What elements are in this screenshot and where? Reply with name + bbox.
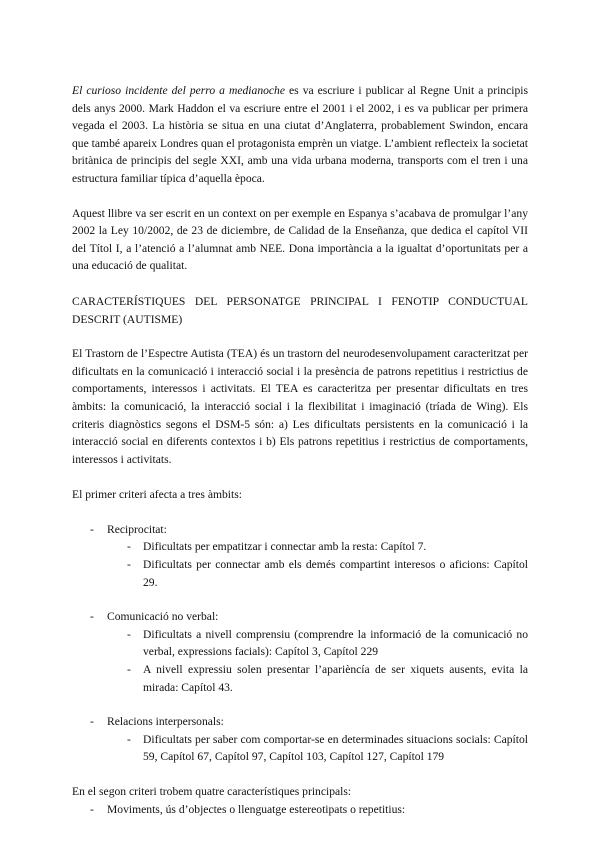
list-dash: - [90,715,94,729]
document-body [72,82,528,818]
list-dash: - [127,540,131,554]
group-label: Reciprocitat: [107,522,167,536]
list-dash: - [90,522,94,536]
list-item [72,801,528,819]
group-label: Relacions interpersonals: [107,715,224,729]
criterion-group-relations [72,713,528,731]
intro-paragraph-1-text: es va escriure i publicar al Regne Unit a principis dels anys 2000. Mark Haddon el va escriure entre el 2001 i el 2002, i es va publicar per primera vegada el 2003. La història se situa en una ciutat d’Anglaterra, probablement Swindon, encara que també apareix Londres quan el protagonista emprèn un viatge. L’ambient reflecteix la societat britànica de principis del segle XXI, amb una vida urbana moderna, transports com el tren i una estructura familiar típica d’aquella època. [72,84,528,185]
list-item [72,626,528,661]
list-dash: - [127,732,131,746]
list-item-text: Dificultats per saber com comportar-se en determinades situacions socials: Capítol 59, Capítol 67, Capítol 97, Capítol 103, Capítol 127, Capítol 179 [143,732,528,764]
book-title: El curioso incidente del perro a medianoche [72,84,285,97]
intro-paragraph-2: Aquest llibre va ser escrit en un context on per exemple en Espanya s’acabava de promulgar l’any 2002 la Ley 10/2002, de 23 de diciembre, de Calidad de la Enseñanza, que dedica el capítol VII del Títol I, a l’atenció a l’alumnat amb NEE. Dona importància a la igualtat d’oportunitats per a una educació de qualitat. [72,206,528,273]
intro-paragraph-1 [72,82,528,188]
group-label: Comunicació no verbal: [107,610,219,624]
list-item [72,661,528,696]
first-criterion-intro: El primer criteri afecta a tres àmbits: [72,488,242,502]
list-dash: - [90,802,94,816]
section-heading: CARACTERÍSTIQUES DEL PERSONATGE PRINCIPAL I FENOTIP CONDUCTUAL DESCRIT (AUTISME) [72,294,528,326]
criterion-group-nonverbal [72,608,528,626]
list-dash: - [90,610,94,624]
list-item-text: A nivell expressiu solen presentar l’aparièncía de ser xiquets ausents, evita la mirada: Capítol 43. [143,663,528,694]
list-item [72,538,528,556]
list-item-text: Dificultats per empatitzar i connectar amb la resta: Capítol 7. [143,540,427,554]
tea-paragraph: El Trastorn de l’Espectre Autista (TEA) és un trastorn del neurodesenvolupament caracteritzat per dificultats en la comunicació i interacció social i la presència de patrons repetitius i restrictius de comportaments, interessos i activitats. El TEA es caracteritza per presentar dificultats en tres àmbits: la comunicació, la interacció social i la flexibilitat i imaginació (tríada de Wing). Els criteris diagnòstics segons el DSM-5 són: a) Les dificultats persistents en la comunicació i la interacció social en diferents contextos i b) Els patrons repetitius i restrictius de comportaments, interessos i activitats. [72,347,528,466]
list-item-text: Moviments, ús d’objectes o llenguatge estereotipats o repetitius: [107,802,406,816]
list-dash: - [127,627,131,641]
list-item [72,556,528,591]
list-item-text: Dificultats a nivell comprensiu (comprendre la informació de la comunicació no verbal, expressions facials): Capítol 3, Capítol 229 [143,627,528,659]
list-item [72,731,528,766]
criterion-group-reciprocity [72,521,528,539]
list-dash: - [127,663,131,677]
list-item-text: Dificultats per connectar amb els demés compartint interesos o aficions: Capítol 29. [143,558,528,589]
list-dash: - [127,558,131,572]
second-criterion-intro: En el segon criteri trobem quatre característiques principals: [72,785,352,798]
